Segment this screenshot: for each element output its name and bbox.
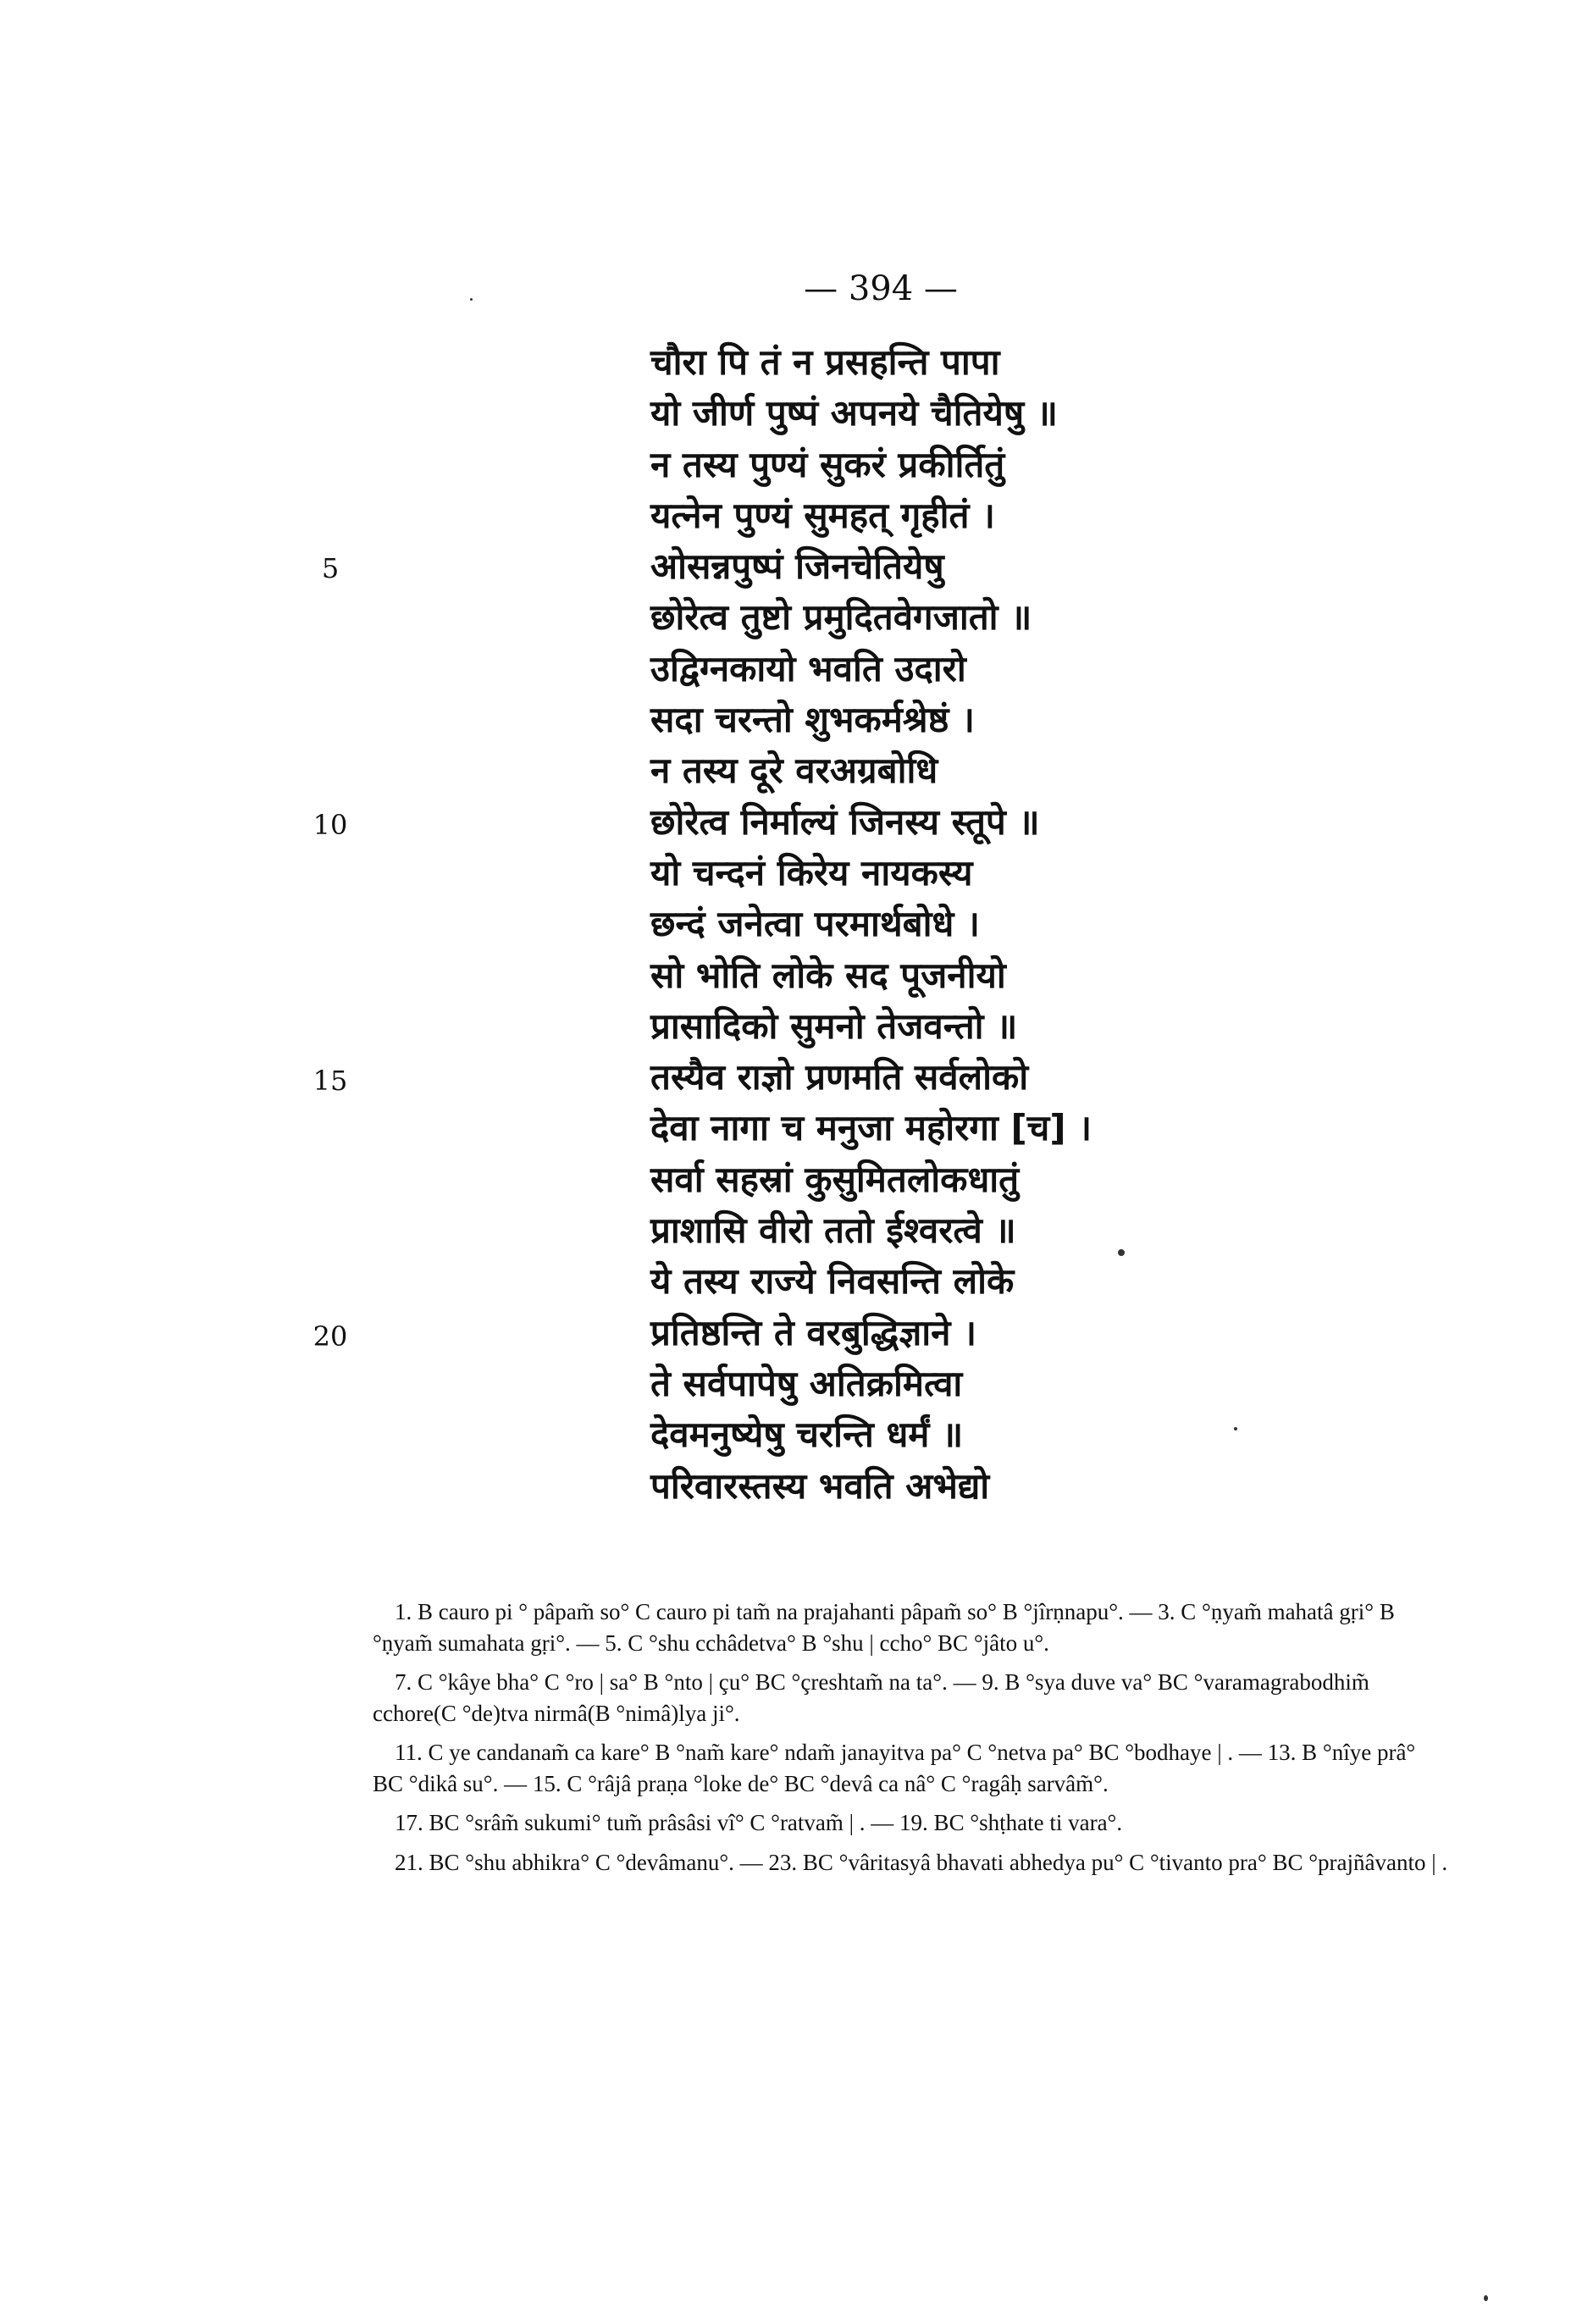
verse-line-2: यो जीर्ण पुष्पं अपनये चैतियेषु ॥: [650, 392, 1058, 434]
verse-line-13: सो भोति लोके सद पूजनीयो: [650, 954, 1006, 996]
verse-line-14: प्रासादिको सुमनो तेजवन्तो ॥: [650, 1004, 1018, 1047]
scan-speck: [1234, 1427, 1237, 1430]
verse-line-8: सदा चरन्तो शुभकर्मश्रेष्ठं ।: [650, 699, 975, 741]
verse-line-23: परिवारस्तस्य भवति अभेद्यो: [650, 1464, 990, 1507]
verse-line-18: प्राशासि वीरो ततो ईश्वरत्वे ॥: [650, 1209, 1016, 1252]
footnote-7: 7. C °kâye bha° C °ro | sa° B °nto | çu° BC °çreshtam̃ na ta°. — 9. B °sya duve va° BC °varamagrabodhim̃ cchore(C °de)tva nirmâ(B °nimâ)lya ji°.: [373, 1669, 1369, 1726]
line-number-5: 5: [321, 552, 340, 584]
verse-line-4: यत्नेन पुण्यं सुमहत् गृहीतं ।: [650, 494, 995, 536]
line-number-15: 15: [313, 1065, 348, 1097]
verse-line-10: छोरेत्व निर्माल्यं जिनस्य स्तूपे ॥: [650, 800, 1040, 843]
scan-speck: [1484, 2295, 1488, 2301]
line-number-20: 20: [313, 1320, 348, 1353]
verse-line-16: देवा नागा च मनुजा महोरगा [च] ।: [650, 1107, 1093, 1149]
sanskrit-verse-block: [650, 337, 1175, 1512]
verse-line-1: चौरा पि तं न प्रसहन्ति पापा: [650, 341, 1000, 383]
page-number: — 394 —: [804, 269, 958, 308]
footnote-17: 17. BC °srâm̃ sukumi° tum̃ prâsâsi vî° C °ratvam̃ | . — 19. BC °shṭhate ti vara°.: [395, 1810, 1123, 1835]
verse-line-3: न तस्य पुण्यं सुकरं प्रकीर्तितुं: [650, 443, 1005, 485]
verse-line-17: सर्वा सहस्रां कुसुमितलोकधातुं: [650, 1158, 1020, 1200]
verse-line-12: छन्दं जनेत्वा परमार्थबोधे ।: [650, 903, 980, 945]
footnote-11: 11. C ye candanam̃ ca kare° B °nam̃ kare° ndam̃ janayitva pa° C °netva pa° BC °bodhaye | . — 13. B °nîye prâ° BC °dikâ su°. — 15. C °râjâ praṇa °loke de° BC °devâ ca nâ° C °ragâḥ sarvâm̃°.: [373, 1740, 1416, 1796]
verse-line-9: न तस्य दूरे वरअग्रबोधि: [650, 750, 938, 792]
verse-line-19: ये तस्य राज्ये निवसन्ति लोके: [650, 1260, 1015, 1303]
verse-line-22: देवमनुष्येषु चरन्ति धर्मं ॥: [650, 1414, 964, 1456]
verse-line-21: ते सर्वपापेषु अतिक्रमित्वा: [650, 1362, 963, 1404]
verse-line-7: उद्विग्नकायो भवति उदारो: [650, 647, 966, 689]
verse-line-5: ओसन्नपुष्पं जिनचेतियेषु: [650, 545, 944, 588]
verse-line-15: तस्यैव राज्ञो प्रणमति सर्वलोको: [650, 1056, 1029, 1098]
scan-speck: [470, 298, 473, 301]
footnotes: [373, 1596, 1448, 1886]
verse-line-6: छोरेत्व तुष्टो प्रमुदितवेगजातो ॥: [650, 596, 1032, 639]
footnote-21: 21. BC °shu abhikra° C °devâmanu°. — 23. BC °vâritasyâ bhavati abhedya pu° C °tivanto pra° BC °prajñâvanto | .: [395, 1849, 1448, 1875]
verse-line-11: यो चन्दनं किरेय नायकस्य: [650, 851, 973, 894]
verse-line-20: प्रतिष्ठन्ति ते वरबुद्धिज्ञाने ।: [650, 1311, 976, 1353]
scan-speck: [1118, 1249, 1125, 1256]
footnote-1: 1. B cauro pi ° pâpam̃ so° C cauro pi tam̃ na prajahanti pâpam̃ so° B °jîrṇnapu°. — 3. C °ṇyam̃ mahatâ gṛi° B °ṇyam̃ sumahata gṛi°. — 5. C °shu cchâdetva° B °shu | ccho° BC °jâto u°.: [373, 1599, 1395, 1656]
line-number-10: 10: [313, 809, 348, 841]
